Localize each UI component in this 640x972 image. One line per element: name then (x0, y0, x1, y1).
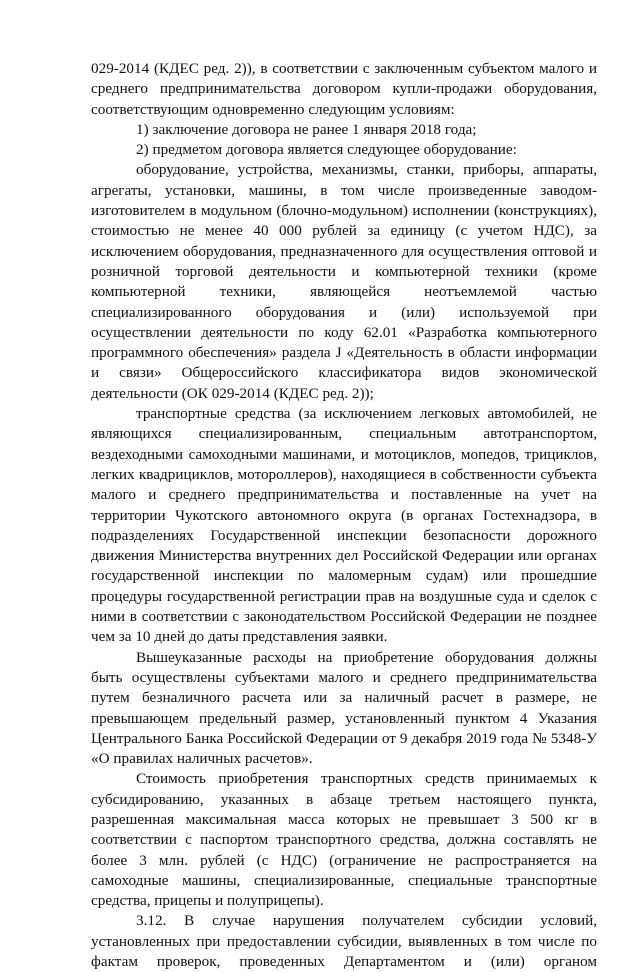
text-line: соответствующим одновременно следующим условиям: (91, 100, 455, 118)
text-line: исключением оборудования, предназначенного для осуществления оптовой и (91, 242, 597, 260)
text-line: соответствии с паспортом транспортного средства, должна составлять не (91, 831, 597, 849)
text-line: осуществлении деятельности по коду 62.01 «Разработка компьютерного (91, 323, 597, 341)
text-line: среднего предпринимательства договором купли-продажи оборудования, (91, 80, 597, 98)
text-line: ними в соответствии с законодательством Российской Федерации не позднее (91, 608, 597, 626)
text-line: агрегаты, установки, машины, в том числе произведенные заводом- (91, 181, 597, 199)
text-line: чем за 10 дней до даты представления заявки. (91, 628, 388, 646)
text-line: превышающем предельный размер, установленный пунктом 4 Указания (91, 709, 597, 727)
document-body-text (91, 59, 597, 972)
text-line: «О правилах наличных расчетов». (91, 750, 313, 768)
text-line: территории Чукотского автономного округа (в органах Гостехнадзора, в (91, 506, 597, 524)
text-line: розничной торговой деятельности и компьютерной техники (кроме (91, 262, 597, 280)
text-line: самоходные машины, специализированные, специальные транспортные (91, 871, 597, 889)
text-line: компьютерной техники, являющейся неотъемлемой частью (91, 283, 597, 301)
text-line: легких квадрициклов, мотороллеров), находящиеся в собственности субъекта (91, 465, 597, 483)
text-line: программного обеспечения» раздела J «Деятельность в области информации (91, 344, 597, 362)
text-line: являющихся специализированным, специальным автотранспортом, (91, 425, 597, 443)
text-line: путем безналичного расчета или за наличный расчет в размере, не (91, 689, 597, 707)
text-line: Центрального Банка Российской Федерации от 9 декабря 2019 года № 5348-У (91, 729, 597, 747)
text-line: Вышеуказанные расходы на приобретение оборудования должны (136, 648, 597, 666)
text-line: и связи» Общероссийского классификатора видов экономической (91, 364, 597, 382)
text-line: 1) заключение договора не ранее 1 января 2018 года; (136, 120, 477, 138)
text-line: разрешенная максимальная масса которых не превышает 3 500 кг в (91, 810, 597, 828)
text-line: подразделениях Государственной инспекции безопасности дорожного (91, 526, 597, 544)
text-line: стоимостью не менее 40 000 рублей за единицу (с учетом НДС), за (91, 222, 597, 240)
text-line: средства, прицепы и полуприцепы). (91, 892, 324, 910)
text-line: государственной инспекции по маломерным судам) или прошедшие (91, 567, 597, 585)
text-line: движения Министерства внутренних дел Российской Федерации или органах (91, 547, 597, 565)
text-line: вездеходными самоходными машинами, и мотоциклов, мопедов, трициклов, (91, 445, 597, 463)
text-line: оборудование, устройства, механизмы, станки, приборы, аппараты, (136, 161, 597, 179)
text-line: быть осуществлены субъектами малого и среднего предпринимательства (91, 668, 597, 686)
text-line: 2) предметом договора является следующее оборудование: (136, 141, 517, 159)
text-line: установленных при предоставлении субсидии, выявленных в том числе по (91, 932, 597, 950)
text-line: изготовителем в модульном (блочно-модульном) исполнении (конструкциях), (91, 202, 597, 220)
text-line: процедуры государственной регистрации прав на воздушные суда и сделок с (91, 587, 597, 605)
text-line: транспортные средства (за исключением легковых автомобилей, не (136, 405, 597, 423)
text-line: специализированного оборудования и (или) используемой при (91, 303, 597, 321)
text-line: 3.12. В случае нарушения получателем субсидии условий, (136, 912, 597, 930)
text-line: субсидированию, указанных в абзаце третьем настоящего пункта, (91, 790, 597, 808)
text-line: деятельности (ОК 029-2014 (КДЕС ред. 2)); (91, 384, 374, 402)
text-line: Стоимость приобретения транспортных средств принимаемых к (136, 770, 597, 788)
text-line: 029-2014 (КДЕС ред. 2)), в соответствии с заключенным субъектом малого и (91, 60, 597, 77)
text-line: малого и среднего предпринимательства и поставленные на учет на (91, 486, 597, 504)
text-line: фактам проверок, проведенных Департаментом и (или) органом (91, 953, 597, 971)
text-line: более 3 млн. рублей (с НДС) (ограничение не распространяется на (91, 851, 597, 869)
